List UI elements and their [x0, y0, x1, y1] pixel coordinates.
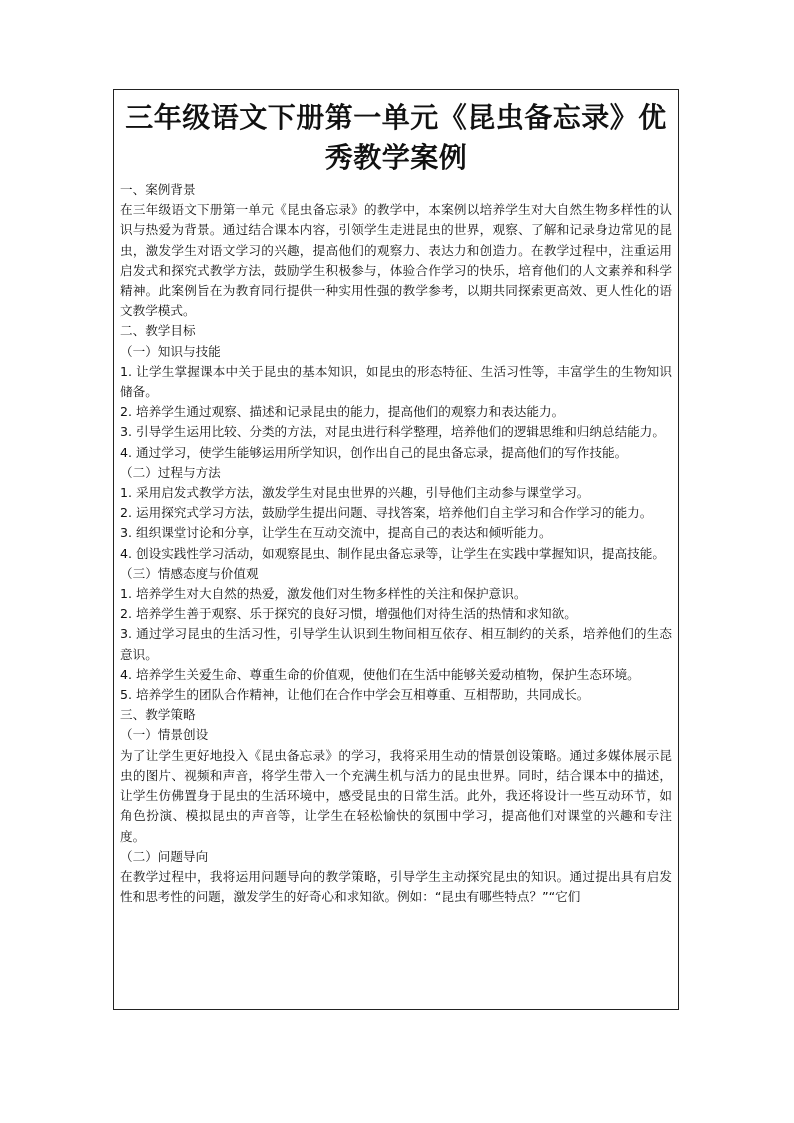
subheading-problem-oriented: （二）问题导向: [120, 848, 209, 864]
attitude-item-5: 5. 培养学生的团队合作精神，让他们在合作中学会互相尊重、互相帮助，共同成长。: [120, 687, 590, 703]
scenario-paragraph: 为了让学生更好地投入《昆虫备忘录》的学习，我将采用生动的情景创设策略。通过多媒体展示昆虫的图片、视频和声音，将学生带入一个充满生机与活力的昆虫世界。同时，结合课本中的描述，让学生仿佛置身于昆虫的生活环境中，感受昆虫的日常生活。此外，我还将设计一些互动环节，如角色扮演、模拟昆虫的声音等，让学生在轻松愉快的氛围中学习，提高他们对课堂的兴趣和专注度。: [120, 747, 672, 844]
background-paragraph: 在三年级语文下册第一单元《昆虫备忘录》的教学中，本案例以培养学生对大自然生物多样性的认识与热爱为背景。通过结合课本内容，引领学生走进昆虫的世界，观察、了解和记录身边常见的昆虫，激发学生对语文学习的兴趣，提高他们的观察力、表达力和创造力。在教学过程中，注重运用启发式和探究式教学方法，鼓励学生积极参与，体验合作学习的快乐，培育他们的人文素养和科学精神。此案例旨在为教育同行提供一种实用性强的教学参考，以期共同探索更高效、更人性化的语文教学模式。: [120, 202, 672, 319]
subheading-knowledge-skills: （一）知识与技能: [120, 343, 221, 359]
section-heading-objectives: 二、教学目标: [120, 323, 196, 339]
knowledge-item-1: 1. 让学生掌握课本中关于昆虫的基本知识，如昆虫的形态特征、生活习性等，丰富学生的生物知识储备。: [120, 363, 672, 400]
process-item-2: 2. 运用探究式学习方法，鼓励学生提出问题、寻找答案，培养他们自主学习和合作学习的能力。: [120, 505, 653, 521]
document-title: 三年级语文下册第一单元《昆虫备忘录》优秀教学案例: [125, 101, 667, 174]
process-item-1: 1. 采用启发式教学方法，激发学生对昆虫世界的兴趣，引导他们主动参与课堂学习。: [120, 485, 590, 501]
knowledge-item-2: 2. 培养学生通过观察、描述和记录昆虫的能力，提高他们的观察力和表达能力。: [120, 404, 565, 420]
attitude-item-1: 1. 培养学生对大自然的热爱，激发他们对生物多样性的关注和保护意识。: [120, 586, 527, 602]
process-item-3: 3. 组织课堂讨论和分享，让学生在互动交流中，提高自己的表达和倾听能力。: [120, 525, 552, 541]
problem-oriented-paragraph: 在教学过程中，我将运用问题导向的教学策略，引导学生主动探究昆虫的知识。通过提出具有启发性和思考性的问题，激发学生的好奇心和求知欲。例如：“昆虫有哪些特点？”“它们: [120, 868, 672, 905]
document-body: [114, 178, 678, 907]
subheading-attitudes-values: （三）情感态度与价值观: [120, 565, 259, 581]
knowledge-item-3: 3. 引导学生运用比较、分类的方法，对昆虫进行科学整理，培养他们的逻辑思维和归纳总结能力。: [120, 424, 665, 440]
attitude-item-3: 3. 通过学习昆虫的生活习性，引导学生认识到生物间相互依存、相互制约的关系，培养他们的生态意识。: [120, 626, 672, 662]
section-heading-background: 一、案例背景: [120, 182, 196, 197]
knowledge-item-4: 4. 通过学习，使学生能够运用所学知识，创作出自己的昆虫备忘录，提高他们的写作技能。: [120, 444, 628, 460]
process-item-4: 4. 创设实践性学习活动，如观察昆虫、制作昆虫备忘录等，让学生在实践中掌握知识，提高技能。: [120, 545, 665, 561]
attitude-item-2: 2. 培养学生善于观察、乐于探究的良好习惯，增强他们对待生活的热情和求知欲。: [120, 606, 577, 622]
subheading-process-methods: （二）过程与方法: [120, 464, 221, 480]
document-frame: [113, 89, 679, 1010]
section-heading-strategies: 三、教学策略: [120, 707, 196, 723]
attitude-item-4: 4. 培养学生关爱生命、尊重生命的价值观，使他们在生活中能够关爱动植物，保护生态环境。: [120, 666, 640, 682]
subheading-scenario-creation: （一）情景创设: [120, 727, 209, 743]
